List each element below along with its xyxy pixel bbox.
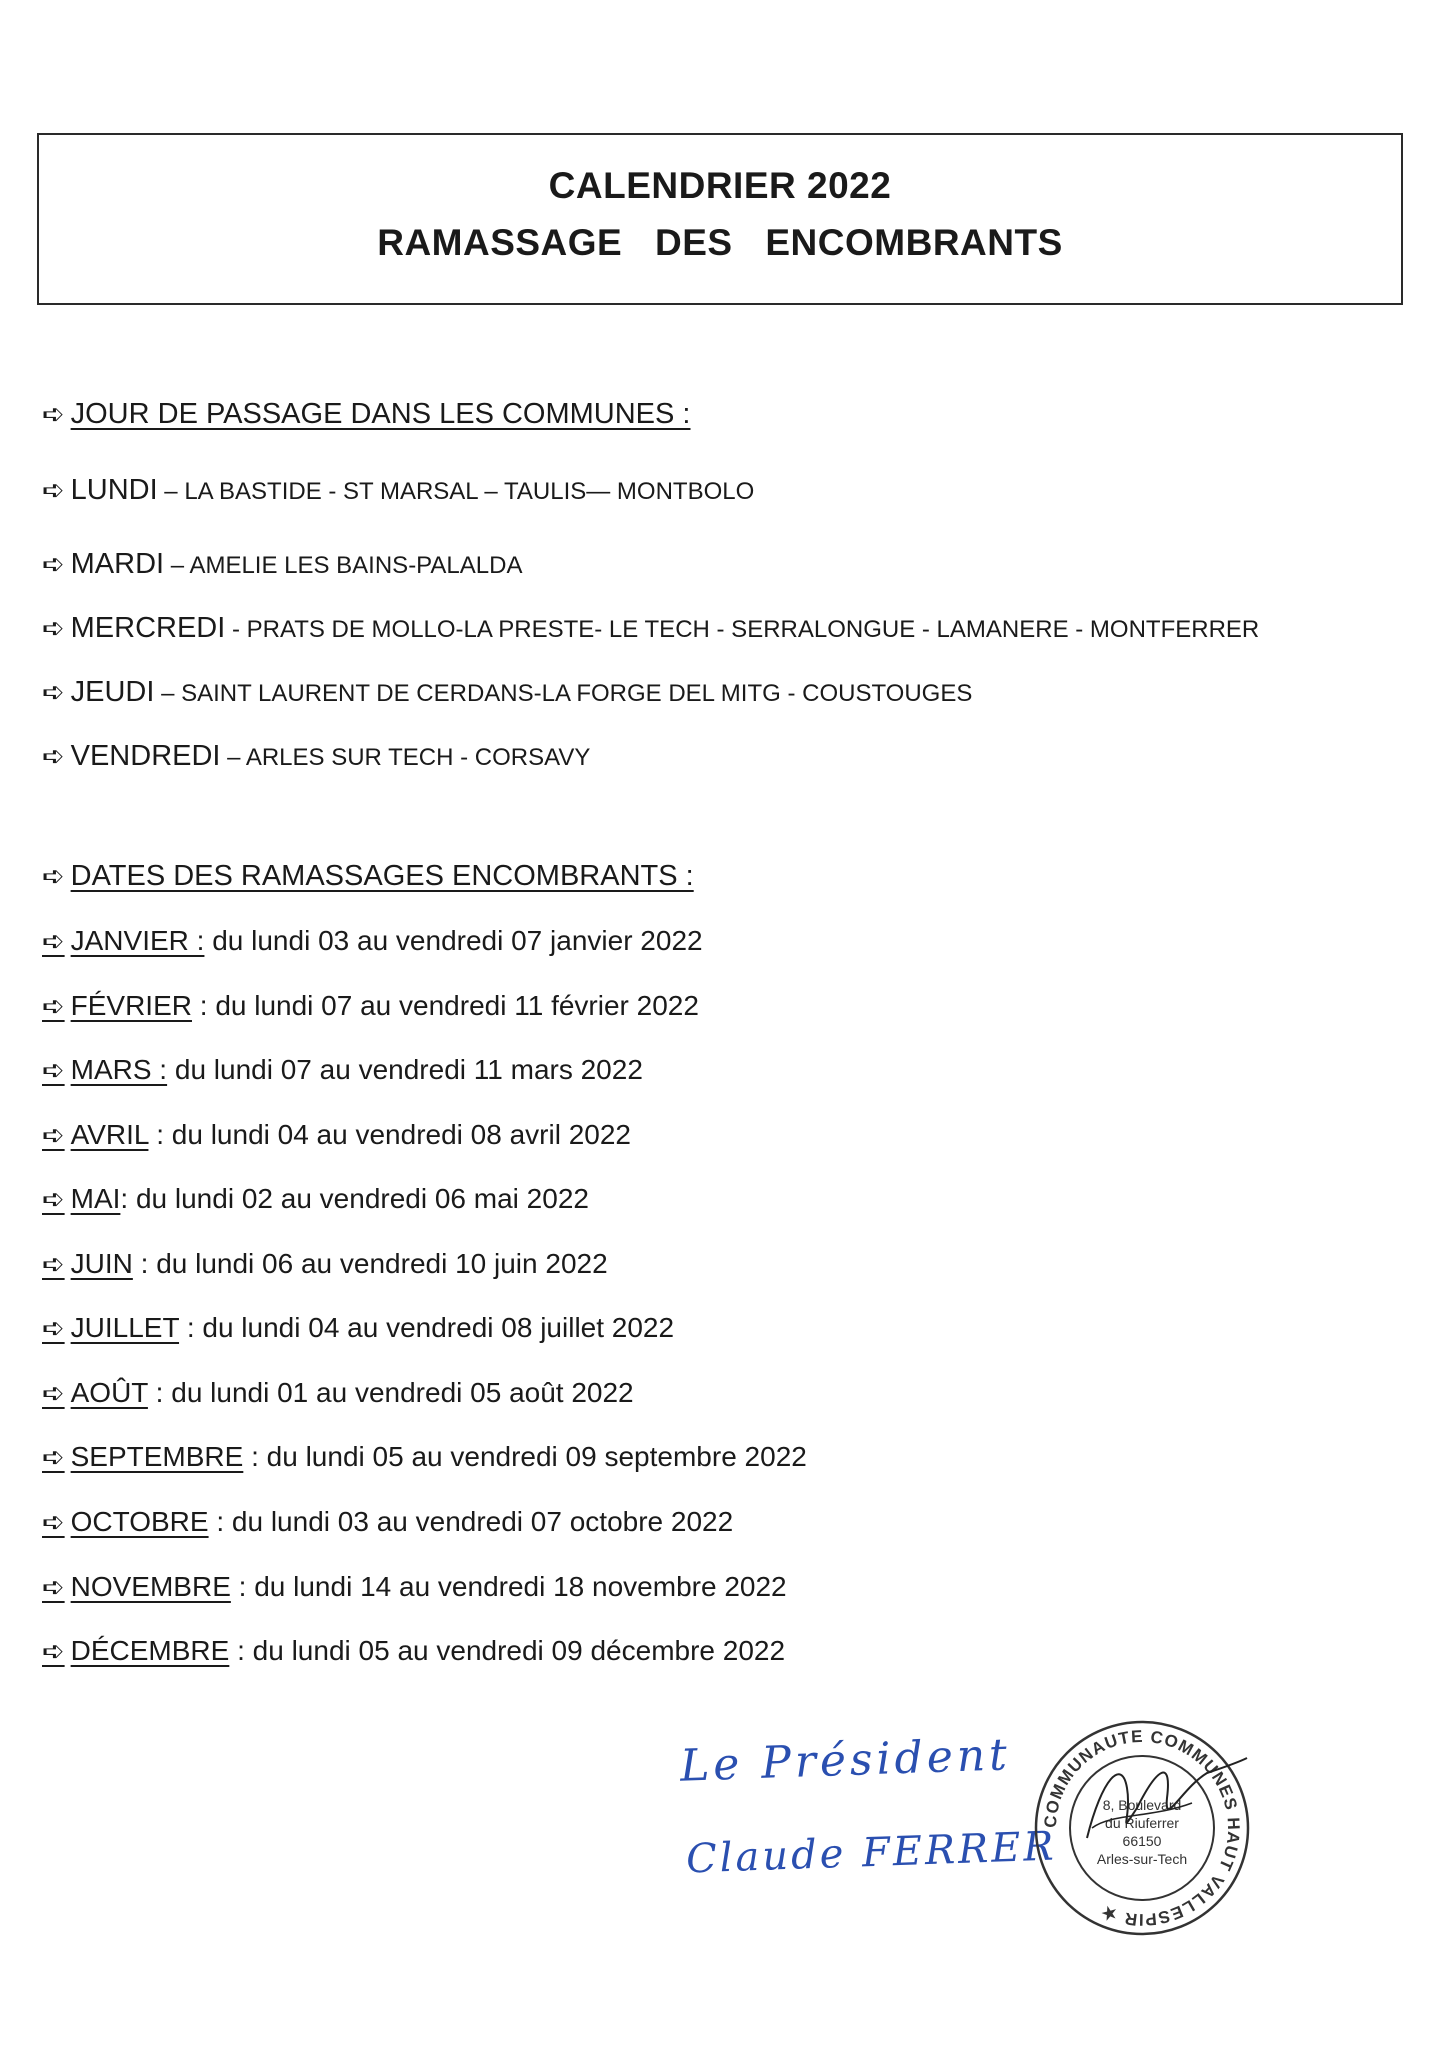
arrow-icon: ➪: [42, 991, 65, 1021]
signature-title: Le Président: [679, 1729, 1012, 1792]
arrow-icon: ➪: [42, 1184, 65, 1214]
title-year: CALENDRIER 2022: [548, 165, 892, 206]
month-name: OCTOBRE: [70, 1506, 209, 1537]
day-name: VENDREDI: [70, 740, 221, 772]
stamp-ring-text: COMMUNAUTE COMMUNES HAUT VALLESPIR ★: [1040, 1726, 1244, 1930]
month-name: DÉCEMBRE: [70, 1635, 230, 1666]
month-row: [42, 1181, 589, 1217]
arrow-icon: ➪: [42, 1442, 65, 1472]
arrow-icon: ➪: [42, 1120, 65, 1150]
month-name: JANVIER :: [70, 925, 205, 956]
passage-day-row: [42, 546, 522, 584]
dates-heading: ➪ DATES DES RAMASSAGES ENCOMBRANTS :: [42, 860, 694, 892]
day-name: LUNDI: [70, 474, 158, 506]
month-row: [42, 923, 703, 959]
arrow-icon: ➪: [42, 1249, 65, 1279]
month-name: NOVEMBRE: [70, 1571, 231, 1602]
month-dates: : du lundi 05 au vendredi 09 décembre 2022: [229, 1635, 786, 1666]
signature-name: Claude FERRER: [685, 1823, 1058, 1883]
official-stamp: [1032, 1718, 1252, 1938]
month-name: MAI: [70, 1183, 121, 1214]
arrow-icon: ➪: [42, 1313, 65, 1343]
month-name: SEPTEMBRE: [70, 1441, 244, 1472]
month-row: [42, 1246, 608, 1282]
month-dates: : du lundi 04 au vendredi 08 avril 2022: [148, 1119, 631, 1150]
arrow-icon: ➪: [42, 1507, 65, 1537]
stamp-address-2: du Riuferrer: [1105, 1815, 1179, 1831]
passage-day-row: [42, 472, 754, 510]
arrow-icon: ➪: [42, 1572, 65, 1602]
month-dates: : du lundi 14 au vendredi 18 novembre 2022: [230, 1571, 787, 1602]
day-name: JEUDI: [70, 676, 155, 708]
month-row: [42, 1633, 785, 1669]
arrow-icon: ➪: [42, 1055, 65, 1085]
month-row: [42, 988, 699, 1024]
month-name: JUILLET: [70, 1312, 180, 1343]
month-row: [42, 1504, 733, 1540]
month-dates: : du lundi 06 au vendredi 10 juin 2022: [132, 1248, 608, 1279]
month-dates: du lundi 03 au vendredi 07 janvier 2022: [204, 925, 703, 956]
arrow-icon: ➪: [42, 1378, 65, 1408]
month-dates: : du lundi 04 au vendredi 08 juillet 2022: [179, 1312, 675, 1343]
passage-day-row: [42, 610, 1259, 648]
arrow-icon: ➪: [42, 549, 65, 579]
day-name: MERCREDI: [70, 612, 226, 644]
arrow-icon: ➪: [42, 926, 65, 956]
day-name: MARDI: [70, 548, 165, 580]
month-name: FÉVRIER: [70, 990, 192, 1021]
month-dates: : du lundi 07 au vendredi 11 février 2022: [191, 990, 699, 1021]
month-name: AOÛT: [70, 1377, 148, 1408]
arrow-icon: ➪: [42, 741, 65, 771]
stamp-address-3: 66150: [1122, 1833, 1162, 1849]
month-dates: du lundi 07 au vendredi 11 mars 2022: [167, 1054, 643, 1085]
arrow-icon: ➪: [42, 1636, 65, 1666]
month-name: MARS :: [70, 1054, 168, 1085]
stamp-address-1: 8, Boulevard: [1102, 1797, 1182, 1813]
month-row: [42, 1310, 674, 1346]
month-name: JUIN: [70, 1248, 133, 1279]
arrow-icon: ➪: [42, 861, 65, 891]
arrow-icon: ➪: [42, 613, 65, 643]
day-communes: – LA BASTIDE - ST MARSAL – TAULIS— MONTBOLO: [157, 478, 755, 505]
month-dates: : du lundi 05 au vendredi 09 septembre 2022: [243, 1441, 807, 1472]
day-communes: - PRATS DE MOLLO-LA PRESTE- LE TECH - SERRALONGUE - LAMANERE - MONTFERRER: [225, 616, 1260, 643]
day-communes: – ARLES SUR TECH - CORSAVY: [220, 744, 591, 771]
month-dates: : du lundi 03 au vendredi 07 octobre 2022: [208, 1506, 734, 1537]
arrow-icon: ➪: [42, 475, 65, 505]
passage-heading: ➪ JOUR DE PASSAGE DANS LES COMMUNES :: [42, 398, 691, 430]
title-subject: RAMASSAGE DES ENCOMBRANTS: [377, 222, 1063, 263]
day-communes: – AMELIE LES BAINS-PALALDA: [164, 552, 523, 579]
passage-day-row: [42, 738, 590, 776]
passage-day-row: [42, 674, 972, 712]
title-box: [37, 133, 1403, 305]
arrow-icon: ➪: [42, 399, 65, 429]
month-row: [42, 1117, 631, 1153]
month-row: [42, 1052, 643, 1088]
month-dates: : du lundi 02 au vendredi 06 mai 2022: [120, 1183, 589, 1214]
month-row: [42, 1439, 807, 1475]
month-name: AVRIL: [70, 1119, 149, 1150]
arrow-icon: ➪: [42, 677, 65, 707]
stamp-address-4: Arles-sur-Tech: [1096, 1851, 1188, 1867]
day-communes: – SAINT LAURENT DE CERDANS-LA FORGE DEL MITG - COUSTOUGES: [154, 680, 973, 707]
month-row: [42, 1569, 787, 1605]
month-dates: : du lundi 01 au vendredi 05 août 2022: [147, 1377, 634, 1408]
month-row: [42, 1375, 634, 1411]
